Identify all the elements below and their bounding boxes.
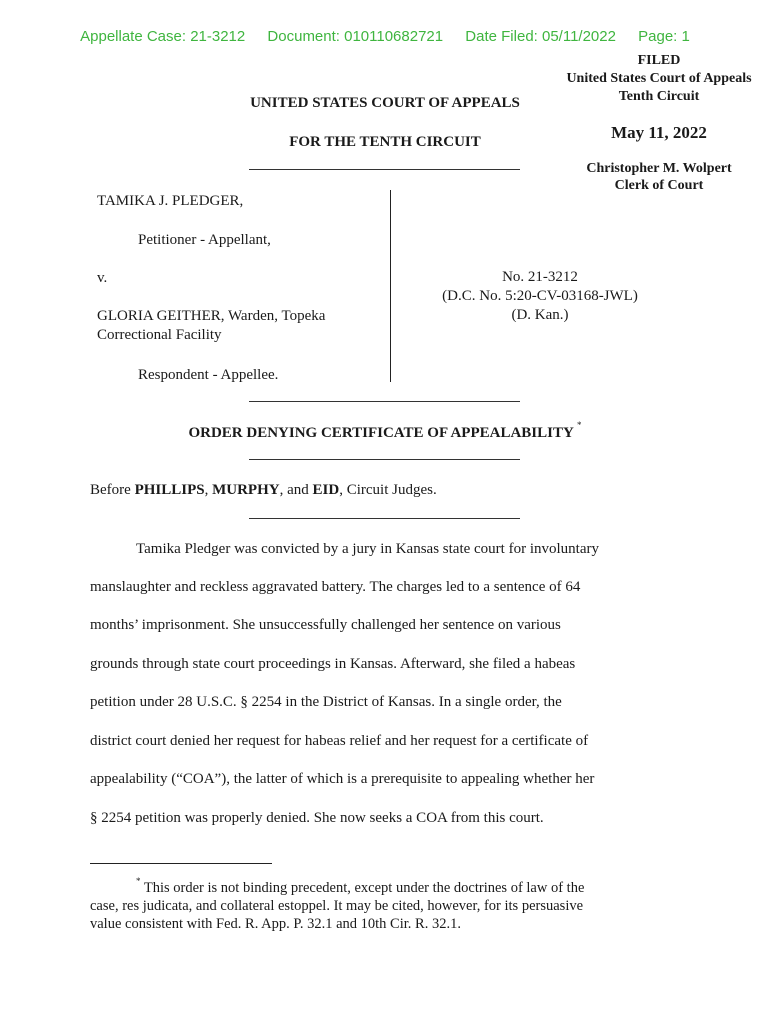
filed-circuit: Tenth Circuit (618, 89, 700, 104)
divider-panel (249, 518, 520, 519)
judge-murphy: MURPHY (212, 482, 280, 498)
footnote-line-3: value consistent with Fed. R. App. P. 32.1 and 10th Cir. R. 32.1. (90, 915, 461, 932)
panel-separator-1: , (204, 482, 213, 498)
district-case-number: (D.C. No. 5:20-CV-03168-JWL) (442, 288, 638, 304)
filed-court: United States Court of Appeals (566, 71, 752, 86)
stamp-page: Page: 1 (638, 28, 690, 45)
footnote-line-1 (90, 874, 690, 897)
court-header-stamp (0, 28, 770, 45)
respondent-line-2: Correctional Facility (97, 327, 222, 343)
body-line: months’ imprisonment. She unsuccessfully challenged her sentence on various (90, 617, 561, 633)
district-court: (D. Kan.) (511, 307, 569, 323)
judge-eid: EID (312, 482, 340, 498)
panel-before: Before (90, 482, 135, 498)
petitioner-name: TAMIKA J. PLEDGER, (97, 193, 244, 209)
body-line: petition under 28 U.S.C. § 2254 in the District of Kansas. In a single order, the (90, 694, 562, 710)
filed-label: FILED (637, 53, 681, 68)
body-line: § 2254 petition was properly denied. She now seeks a COA from this court. (90, 810, 544, 826)
order-title-text: ORDER DENYING CERTIFICATE OF APPEALABILITY (188, 425, 574, 441)
caption-divider (390, 190, 391, 382)
footnote (90, 874, 690, 933)
court-name: UNITED STATES COURT OF APPEALS (250, 95, 520, 111)
respondent-role: Respondent - Appellee. (138, 367, 279, 383)
panel-separator-2: , and (279, 482, 313, 498)
respondent-name (97, 307, 325, 345)
divider-order (249, 459, 520, 460)
case-numbers (412, 268, 668, 325)
stamp-document: Document: 010110682721 (267, 28, 444, 45)
footnote-reference: * (577, 420, 582, 430)
body-line: manslaughter and reckless aggravated battery. The charges led to a sentence of 64 (90, 579, 581, 595)
divider-top (249, 169, 520, 170)
filed-clerk (548, 160, 770, 194)
body-line: grounds through state court proceedings in Kansas. Afterward, she filed a habeas (90, 656, 576, 672)
panel-suffix: , Circuit Judges. (339, 482, 437, 498)
circuit-name: FOR THE TENTH CIRCUIT (289, 134, 481, 150)
footnote-marker: * (136, 876, 141, 886)
case-number: No. 21-3212 (502, 269, 578, 285)
footnote-text-1: This order is not binding precedent, except under the doctrines of law of the (143, 879, 585, 896)
clerk-name: Christopher M. Wolpert (586, 161, 732, 176)
versus: v. (97, 270, 108, 286)
respondent-line-1: GLORIA GEITHER, Warden, Topeka (97, 308, 326, 324)
divider-caption-bottom (249, 401, 520, 402)
order-title (80, 420, 690, 442)
filed-date: May 11, 2022 (611, 123, 707, 142)
footnote-line-2: case, res judicata, and collateral estoppel. It may be cited, however, for its persuasive (90, 897, 584, 914)
panel-line (90, 482, 437, 499)
body-line: district court denied her request for habeas relief and her request for a certificate of (90, 733, 589, 749)
stamp-date-filed: Date Filed: 05/11/2022 (465, 28, 616, 45)
petitioner-role: Petitioner - Appellant, (138, 232, 271, 248)
body-line: appealability (“COA”), the latter of which is a prerequisite to appealing whether her (90, 771, 595, 787)
body-line: Tamika Pledger was convicted by a jury in Kansas state court for involuntary (136, 541, 599, 557)
clerk-title: Clerk of Court (614, 178, 704, 193)
footnote-separator (90, 863, 272, 864)
judge-phillips: PHILLIPS (134, 482, 205, 498)
stamp-case: Appellate Case: 21-3212 (80, 28, 246, 45)
filed-stamp (548, 52, 770, 194)
